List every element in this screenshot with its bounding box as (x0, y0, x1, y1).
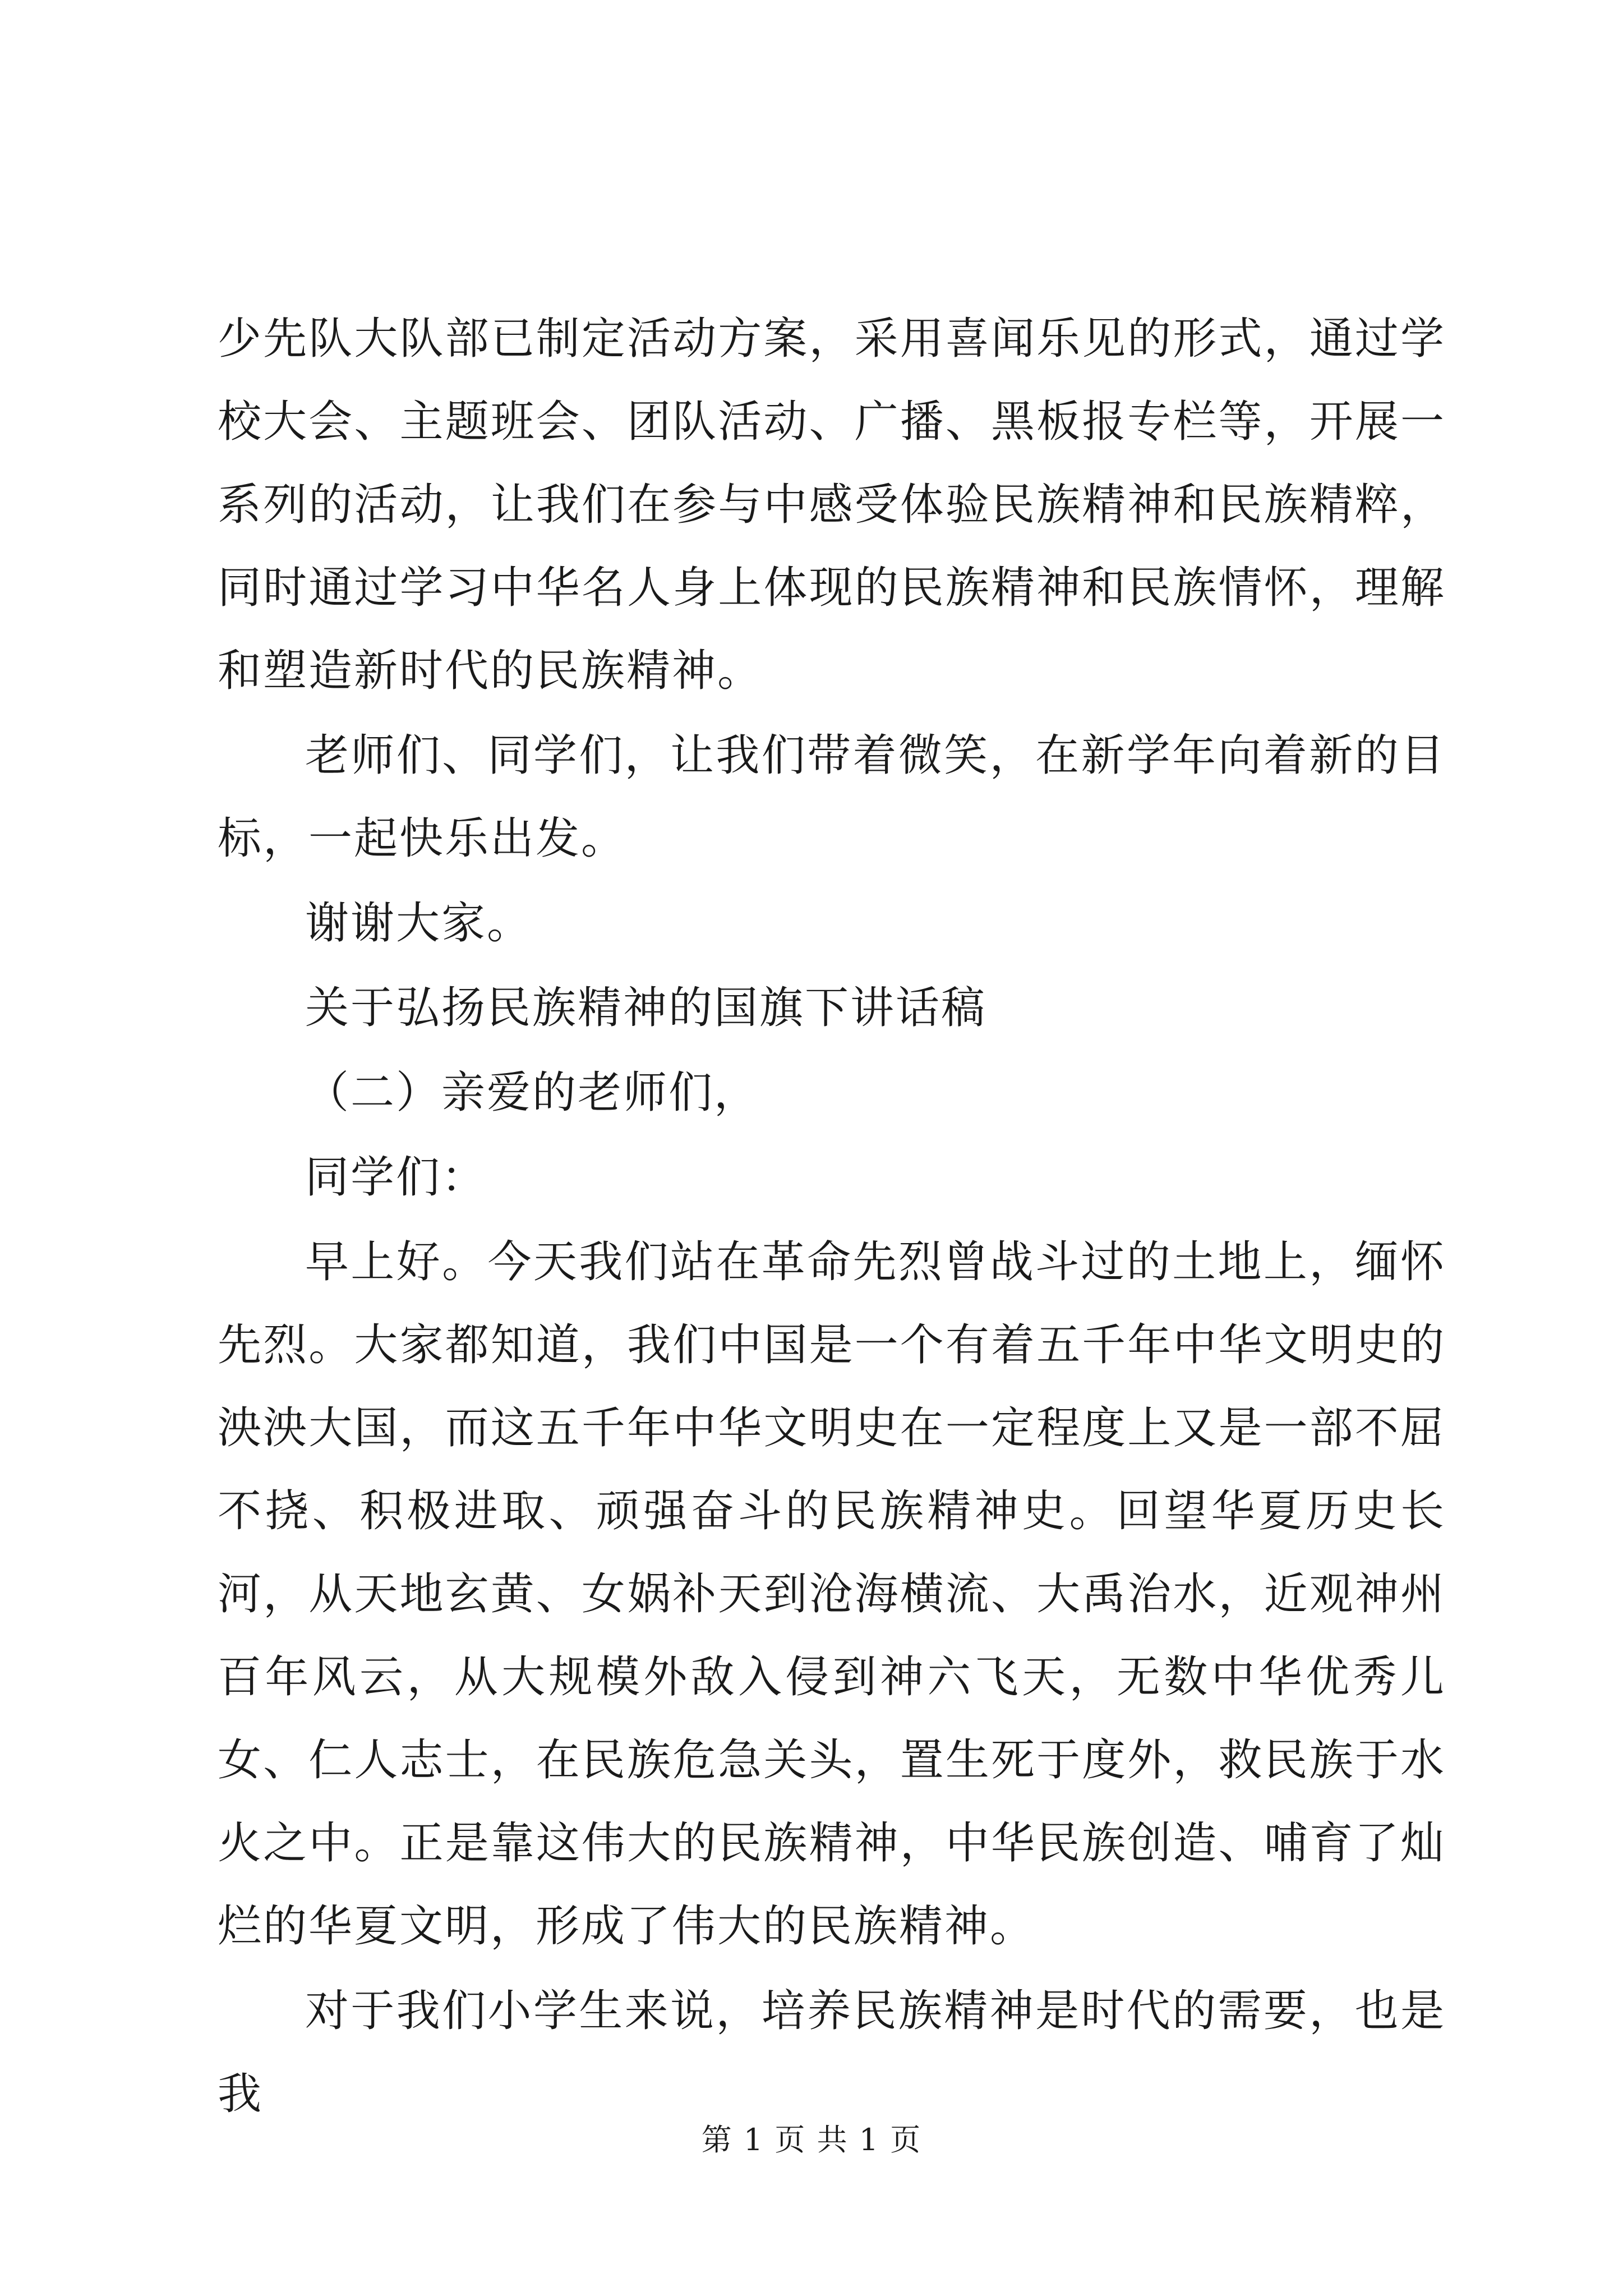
paragraph-activity-plan: 少先队大队部已制定活动方案，采用喜闻乐见的形式，通过学校大会、主题班会、团队活动、广播、黑板报专栏等，开展一系列的活动，让我们在参与中感受体验民族精神和民族精粹，同时通过学习中华名人身上体现的民族精神和民族情怀，理解和塑造新时代的民族精神。 (218, 314, 1446, 696)
document-body (218, 297, 1446, 2137)
paragraph-students-role: 对于我们小学生来说，培养民族精神是时代的需要，也是我 (218, 1986, 1446, 2119)
paragraph-greeting-teachers: （二）亲爱的老师们， (305, 1068, 760, 1118)
paragraph-thanks: 谢谢大家。 (305, 898, 533, 949)
section-title: 关于弘扬民族精神的国旗下讲话稿 (305, 983, 987, 1033)
page-number-footer: 第 1 页 共 1 页 (701, 2122, 922, 2157)
paragraph-greeting-students: 同学们： (305, 1152, 487, 1203)
paragraph-national-spirit: 早上好。今天我们站在革命先烈曾战斗过的土地上，缅怀先烈。大家都知道，我们中国是一个有着五千年中华文明史的泱泱大国，而这五千年中华文明史在一定程度上又是一部不屈不挠、积极进取、顽强奋斗的民族精神史。回望华夏历史长河，从天地玄黄、女娲补天到沧海横流、大禹治水，近观神州百年风云，从大规模外敌入侵到神六飞天，无数中华优秀儿女、仁人志士，在民族危急关头，置生死于度外，救民族于水火之中。正是靠这伟大的民族精神，中华民族创造、哺育了灿烂的华夏文明，形成了伟大的民族精神。 (218, 1237, 1446, 1952)
paragraph-closing-remark: 老师们、同学们，让我们带着微笑，在新学年向着新的目标，一起快乐出发。 (218, 730, 1446, 864)
